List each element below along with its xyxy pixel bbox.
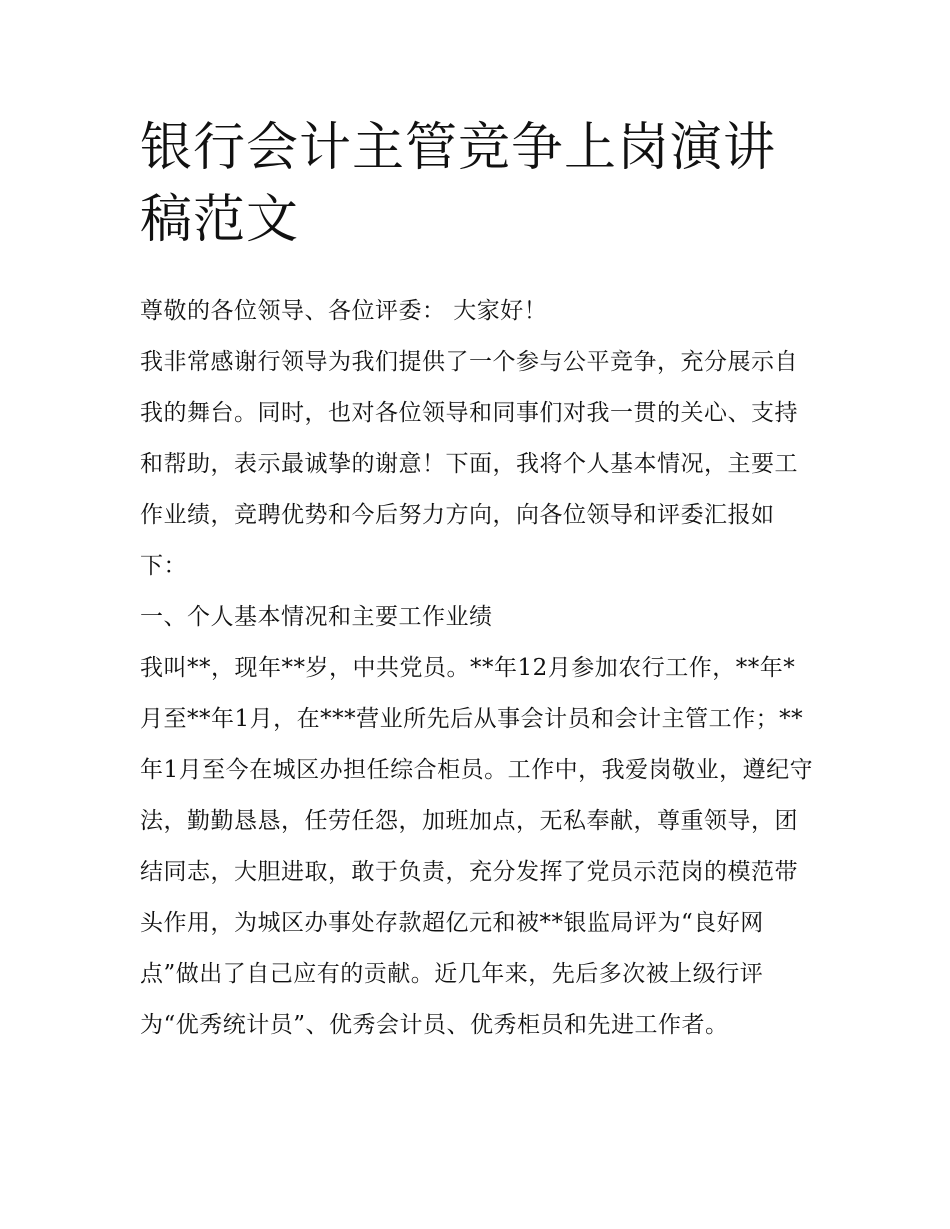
background-paragraph: 我叫**，现年**岁，中共党员。**年12月参加农行工作，**年*月至**年1月，在***营业所先后从事会计员和会计主管工作；**年1月至今在城区办担任综合柜员。工作中，我爱岗敬业，遵纪守法，勤勤恳恳，任劳任怨，加班加点，无私奉献，尊重领导，团结同志，大胆进取，敢于负责，充分发挥了党员示范岗的模范带头作用，为城区办事处存款超亿元和被**银监局评为“良好网点”做出了自己应有的贡献。近几年来，先后多次被上级行评为“优秀统计员”、优秀会计员、优秀柜员和先进工作者。 bbox=[140, 655, 814, 1038]
salutation-paragraph: 尊敬的各位领导、各位评委： 大家好！ bbox=[140, 298, 548, 324]
document-page bbox=[140, 112, 816, 1051]
document-title: 银行会计主管竞争上岗演讲稿范文 bbox=[140, 118, 777, 250]
section-heading: 一、个人基本情况和主要工作业绩 bbox=[140, 604, 493, 630]
opening-paragraph: 我非常感谢行领导为我们提供了一个参与公平竞争，充分展示自我的舞台。同时，也对各位领导和同事们对我一贯的关心、支持和帮助，表示最诚挚的谢意！下面，我将个人基本情况，主要工作业绩，竞聘优势和今后努力方向，向各位领导和评委汇报如下： bbox=[140, 349, 798, 579]
